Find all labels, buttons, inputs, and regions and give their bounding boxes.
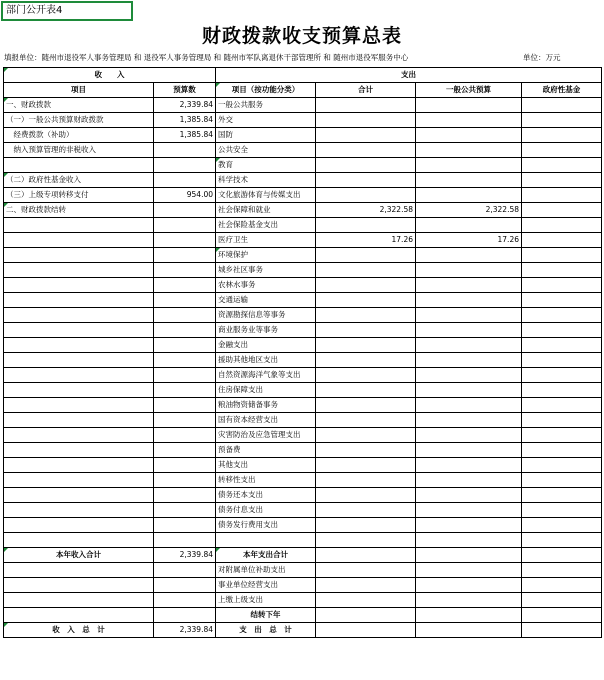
- expense-item-cell[interactable]: 城乡社区事务: [216, 263, 316, 278]
- totals-expense-general-cell[interactable]: [416, 563, 522, 578]
- income-amount-cell[interactable]: 954.00: [154, 188, 216, 203]
- table-row: [4, 278, 602, 293]
- table-row: [4, 263, 602, 278]
- table-row: [4, 428, 602, 443]
- expense-general-cell[interactable]: [416, 173, 522, 188]
- expense-fund-cell[interactable]: [522, 323, 602, 338]
- expense-general-cell[interactable]: [416, 473, 522, 488]
- expense-item-cell[interactable]: 教育: [216, 158, 316, 173]
- table-row: [4, 143, 602, 158]
- expense-fund-cell[interactable]: [522, 98, 602, 113]
- table-row: [4, 398, 602, 413]
- expense-item-cell[interactable]: 债务付息支出: [216, 503, 316, 518]
- table-row: [4, 473, 602, 488]
- expense-total-cell[interactable]: [316, 473, 416, 488]
- totals-expense-label-cell[interactable]: 本年支出合计: [216, 548, 316, 563]
- expense-fund-cell[interactable]: [522, 443, 602, 458]
- expense-general-cell[interactable]: [416, 293, 522, 308]
- table-row: [4, 248, 602, 263]
- expense-item-cell[interactable]: 环境保护: [216, 248, 316, 263]
- table-row: [4, 413, 602, 428]
- totals-income-value-cell[interactable]: [154, 578, 216, 593]
- table-row: [4, 218, 602, 233]
- expense-fund-cell[interactable]: [522, 293, 602, 308]
- col-item-header[interactable]: 项目: [4, 83, 154, 98]
- expense-fund-cell[interactable]: [522, 203, 602, 218]
- expense-general-cell[interactable]: [416, 218, 522, 233]
- income-item-cell[interactable]: [4, 323, 154, 338]
- expense-item-cell[interactable]: 交通运输: [216, 293, 316, 308]
- totals-expense-total-cell[interactable]: [316, 593, 416, 608]
- expense-general-cell[interactable]: [416, 368, 522, 383]
- table-row: [4, 113, 602, 128]
- expense-fund-cell[interactable]: [522, 113, 602, 128]
- expense-general-cell[interactable]: [416, 398, 522, 413]
- income-amount-cell[interactable]: [154, 143, 216, 158]
- income-amount-cell[interactable]: [154, 173, 216, 188]
- expense-total-cell[interactable]: [316, 98, 416, 113]
- income-item-cell[interactable]: （二）政府性基金收入: [4, 173, 154, 188]
- income-item-cell[interactable]: [4, 233, 154, 248]
- unit-label: 单位：万元: [523, 53, 561, 62]
- totals-income-value-cell[interactable]: [154, 608, 216, 623]
- totals-expense-total-cell[interactable]: [316, 548, 416, 563]
- expense-fund-cell[interactable]: [522, 263, 602, 278]
- totals-expense-general-cell[interactable]: [416, 593, 522, 608]
- table-row: [4, 308, 602, 323]
- expense-general-cell[interactable]: [416, 308, 522, 323]
- expense-general-cell[interactable]: [416, 533, 522, 548]
- col-general-header[interactable]: 一般公共预算: [416, 83, 522, 98]
- totals-income-value-cell[interactable]: [154, 563, 216, 578]
- totals-expense-general-cell[interactable]: [416, 578, 522, 593]
- expense-item-cell[interactable]: 社会保障和就业: [216, 203, 316, 218]
- expense-general-cell[interactable]: 2,322.58: [416, 203, 522, 218]
- income-amount-cell[interactable]: [154, 368, 216, 383]
- header-row-1: [4, 68, 602, 83]
- expense-total-cell[interactable]: [316, 398, 416, 413]
- income-item-cell[interactable]: [4, 368, 154, 383]
- income-item-cell[interactable]: [4, 353, 154, 368]
- income-amount-cell[interactable]: [154, 413, 216, 428]
- income-amount-cell[interactable]: [154, 263, 216, 278]
- budget-table: [3, 67, 602, 638]
- totals-expense-label-cell[interactable]: 事业单位经营支出: [216, 578, 316, 593]
- table-row: [4, 203, 602, 218]
- expense-fund-cell[interactable]: [522, 368, 602, 383]
- income-item-cell[interactable]: [4, 488, 154, 503]
- expense-item-cell[interactable]: 科学技术: [216, 173, 316, 188]
- totals-row: [4, 593, 602, 608]
- filler-unit-text: 填报单位：随州市退役军人事务管理局 和 退役军人事务管理局 和 随州市军队离退休干部管理所 和 随州市退役军服务中心: [4, 53, 409, 62]
- expense-total-cell[interactable]: 2,322.58: [316, 203, 416, 218]
- expense-total-cell[interactable]: [316, 293, 416, 308]
- expense-item-cell[interactable]: 转移性支出: [216, 473, 316, 488]
- expense-general-cell[interactable]: [416, 518, 522, 533]
- expense-fund-cell[interactable]: [522, 308, 602, 323]
- expense-general-cell[interactable]: [416, 323, 522, 338]
- col-fund-header[interactable]: 政府性基金: [522, 83, 602, 98]
- income-item-cell[interactable]: [4, 443, 154, 458]
- expense-general-cell[interactable]: [416, 413, 522, 428]
- expense-item-cell[interactable]: 粮油物资储备事务: [216, 398, 316, 413]
- income-amount-cell[interactable]: [154, 533, 216, 548]
- income-item-cell[interactable]: [4, 413, 154, 428]
- totals-income-value-cell[interactable]: 2,339.84: [154, 623, 216, 638]
- income-item-cell[interactable]: [4, 518, 154, 533]
- expense-fund-cell[interactable]: [522, 503, 602, 518]
- expense-total-cell[interactable]: [316, 143, 416, 158]
- table-row: [4, 128, 602, 143]
- income-item-cell[interactable]: （一）一般公共预算财政拨款: [4, 113, 154, 128]
- expense-item-cell[interactable]: 自然资源海洋气象等支出: [216, 368, 316, 383]
- expense-item-cell[interactable]: 债务发行费用支出: [216, 518, 316, 533]
- income-item-cell[interactable]: [4, 428, 154, 443]
- income-amount-cell[interactable]: [154, 203, 216, 218]
- expense-total-cell[interactable]: [316, 173, 416, 188]
- income-item-cell[interactable]: [4, 383, 154, 398]
- totals-expense-fund-cell[interactable]: [522, 548, 602, 563]
- expense-total-cell[interactable]: [316, 443, 416, 458]
- totals-income-label-cell[interactable]: [4, 563, 154, 578]
- table-row: [4, 488, 602, 503]
- expense-total-cell[interactable]: [316, 518, 416, 533]
- expense-item-cell[interactable]: 外交: [216, 113, 316, 128]
- expense-item-cell[interactable]: 公共安全: [216, 143, 316, 158]
- table-row: [4, 98, 602, 113]
- expense-fund-cell[interactable]: [522, 473, 602, 488]
- expense-total-cell[interactable]: [316, 278, 416, 293]
- expense-general-cell[interactable]: [416, 98, 522, 113]
- expense-item-cell[interactable]: 住房保障支出: [216, 383, 316, 398]
- expense-item-cell[interactable]: 医疗卫生: [216, 233, 316, 248]
- page-title: 财政拨款收支预算总表: [201, 25, 402, 47]
- expense-fund-cell[interactable]: [522, 233, 602, 248]
- income-amount-cell[interactable]: [154, 233, 216, 248]
- income-amount-cell[interactable]: [154, 293, 216, 308]
- expense-fund-cell[interactable]: [522, 143, 602, 158]
- income-item-cell[interactable]: [4, 338, 154, 353]
- expense-total-cell[interactable]: 17.26: [316, 233, 416, 248]
- expense-fund-cell[interactable]: [522, 428, 602, 443]
- expense-fund-cell[interactable]: [522, 488, 602, 503]
- col-total-header[interactable]: 合计: [316, 83, 416, 98]
- expense-general-cell[interactable]: [416, 263, 522, 278]
- income-item-cell[interactable]: [4, 158, 154, 173]
- expense-general-cell[interactable]: [416, 248, 522, 263]
- expense-total-cell[interactable]: [316, 533, 416, 548]
- col-func-item-header[interactable]: 项目（按功能分类）: [216, 83, 316, 98]
- table-row: [4, 383, 602, 398]
- expense-item-cell[interactable]: 资源勘探信息等事务: [216, 308, 316, 323]
- expense-fund-cell[interactable]: [522, 188, 602, 203]
- income-amount-cell[interactable]: [154, 428, 216, 443]
- income-amount-cell[interactable]: [154, 248, 216, 263]
- totals-row: [4, 623, 602, 638]
- income-amount-cell[interactable]: [154, 353, 216, 368]
- expense-fund-cell[interactable]: [522, 173, 602, 188]
- expense-total-cell[interactable]: [316, 308, 416, 323]
- income-item-cell[interactable]: 经费拨款（补助）: [4, 128, 154, 143]
- expense-total-cell[interactable]: [316, 368, 416, 383]
- income-amount-cell[interactable]: 2,339.84: [154, 98, 216, 113]
- income-amount-cell[interactable]: [154, 278, 216, 293]
- totals-expense-label-cell[interactable]: 结转下年: [216, 608, 316, 623]
- income-item-cell[interactable]: [4, 248, 154, 263]
- totals-income-label-cell[interactable]: [4, 593, 154, 608]
- totals-expense-total-cell[interactable]: [316, 623, 416, 638]
- totals-expense-general-cell[interactable]: [416, 548, 522, 563]
- income-item-cell[interactable]: （三）上级专项转移支付: [4, 188, 154, 203]
- totals-expense-fund-cell[interactable]: [522, 608, 602, 623]
- income-item-cell[interactable]: [4, 503, 154, 518]
- totals-income-label-cell[interactable]: [4, 578, 154, 593]
- totals-income-value-cell[interactable]: [154, 593, 216, 608]
- income-item-cell[interactable]: [4, 278, 154, 293]
- income-amount-cell[interactable]: [154, 503, 216, 518]
- expense-item-cell[interactable]: 债务还本支出: [216, 488, 316, 503]
- income-amount-cell[interactable]: [154, 488, 216, 503]
- table-row: [4, 158, 602, 173]
- expense-item-cell[interactable]: 农林水事务: [216, 278, 316, 293]
- expense-item-cell[interactable]: 文化旅游体育与传媒支出: [216, 188, 316, 203]
- income-item-cell[interactable]: [4, 473, 154, 488]
- table-row: [4, 188, 602, 203]
- expense-total-cell[interactable]: [316, 428, 416, 443]
- expense-total-cell[interactable]: [316, 413, 416, 428]
- expense-total-cell[interactable]: [316, 338, 416, 353]
- expense-general-cell[interactable]: [416, 338, 522, 353]
- expense-item-cell[interactable]: 商业服务业等事务: [216, 323, 316, 338]
- income-item-cell[interactable]: [4, 293, 154, 308]
- table-row: [4, 458, 602, 473]
- table-row: [4, 443, 602, 458]
- expense-general-cell[interactable]: [416, 128, 522, 143]
- filler-line: [4, 53, 602, 63]
- income-amount-cell[interactable]: [154, 383, 216, 398]
- totals-expense-fund-cell[interactable]: [522, 623, 602, 638]
- totals-income-value-cell[interactable]: 2,339.84: [154, 548, 216, 563]
- expense-total-cell[interactable]: [316, 488, 416, 503]
- table-row: [4, 533, 602, 548]
- income-item-cell[interactable]: 二、财政拨款结转: [4, 203, 154, 218]
- expense-fund-cell[interactable]: [522, 518, 602, 533]
- expense-total-cell[interactable]: [316, 263, 416, 278]
- totals-expense-fund-cell[interactable]: [522, 593, 602, 608]
- totals-expense-label-cell[interactable]: 支 出 总 计: [216, 623, 316, 638]
- income-item-cell[interactable]: 一、财政拨款: [4, 98, 154, 113]
- totals-row: [4, 608, 602, 623]
- totals-income-label-cell[interactable]: 收 入 总 计: [4, 623, 154, 638]
- expense-fund-cell[interactable]: [522, 353, 602, 368]
- expense-item-cell[interactable]: 灾害防治及应急管理支出: [216, 428, 316, 443]
- expense-item-cell[interactable]: 国有资本经营支出: [216, 413, 316, 428]
- expense-item-cell[interactable]: 社会保险基金支出: [216, 218, 316, 233]
- table-row: [4, 368, 602, 383]
- expense-general-cell[interactable]: [416, 278, 522, 293]
- expense-total-cell[interactable]: [316, 458, 416, 473]
- expense-item-cell[interactable]: 一般公共服务: [216, 98, 316, 113]
- totals-income-label-cell[interactable]: [4, 608, 154, 623]
- expense-general-cell[interactable]: [416, 383, 522, 398]
- expense-total-cell[interactable]: [316, 158, 416, 173]
- income-header[interactable]: 收 入: [4, 68, 216, 83]
- expense-fund-cell[interactable]: [522, 413, 602, 428]
- expense-total-cell[interactable]: [316, 188, 416, 203]
- totals-expense-fund-cell[interactable]: [522, 578, 602, 593]
- table-row: [4, 503, 602, 518]
- expense-fund-cell[interactable]: [522, 248, 602, 263]
- expense-header[interactable]: 支出: [216, 68, 602, 83]
- income-item-cell[interactable]: [4, 458, 154, 473]
- expense-total-cell[interactable]: [316, 323, 416, 338]
- expense-fund-cell[interactable]: [522, 398, 602, 413]
- expense-general-cell[interactable]: [416, 428, 522, 443]
- income-amount-cell[interactable]: 1,385.84: [154, 128, 216, 143]
- income-amount-cell[interactable]: [154, 518, 216, 533]
- table-row: [4, 338, 602, 353]
- expense-fund-cell[interactable]: [522, 128, 602, 143]
- income-item-cell[interactable]: [4, 263, 154, 278]
- expense-item-cell[interactable]: 国防: [216, 128, 316, 143]
- expense-item-cell[interactable]: 援助其他地区支出: [216, 353, 316, 368]
- table-row: [4, 323, 602, 338]
- income-amount-cell[interactable]: [154, 323, 216, 338]
- expense-total-cell[interactable]: [316, 383, 416, 398]
- totals-expense-total-cell[interactable]: [316, 608, 416, 623]
- table-row: [4, 233, 602, 248]
- expense-total-cell[interactable]: [316, 503, 416, 518]
- expense-total-cell[interactable]: [316, 353, 416, 368]
- income-amount-cell[interactable]: [154, 338, 216, 353]
- totals-expense-label-cell[interactable]: 对附属单位补助支出: [216, 563, 316, 578]
- expense-fund-cell[interactable]: [522, 218, 602, 233]
- income-item-cell[interactable]: [4, 398, 154, 413]
- expense-general-cell[interactable]: [416, 488, 522, 503]
- table-row: [4, 173, 602, 188]
- expense-fund-cell[interactable]: [522, 338, 602, 353]
- totals-row: [4, 548, 602, 563]
- income-item-cell[interactable]: [4, 533, 154, 548]
- expense-item-cell[interactable]: 预备费: [216, 443, 316, 458]
- selected-cell[interactable]: 部门公开表4: [1, 1, 133, 21]
- expense-general-cell[interactable]: [416, 188, 522, 203]
- income-item-cell[interactable]: 纳入预算管理的非税收入: [4, 143, 154, 158]
- expense-fund-cell[interactable]: [522, 383, 602, 398]
- income-amount-cell[interactable]: [154, 158, 216, 173]
- income-amount-cell[interactable]: [154, 443, 216, 458]
- totals-expense-total-cell[interactable]: [316, 563, 416, 578]
- expense-total-cell[interactable]: [316, 248, 416, 263]
- table-row: [4, 518, 602, 533]
- income-amount-cell[interactable]: [154, 308, 216, 323]
- totals-row: [4, 578, 602, 593]
- table-row: [4, 293, 602, 308]
- totals-expense-general-cell[interactable]: [416, 608, 522, 623]
- totals-expense-fund-cell[interactable]: [522, 563, 602, 578]
- income-amount-cell[interactable]: [154, 458, 216, 473]
- income-amount-cell[interactable]: 1,385.84: [154, 113, 216, 128]
- totals-expense-total-cell[interactable]: [316, 578, 416, 593]
- expense-item-cell[interactable]: [216, 533, 316, 548]
- expense-fund-cell[interactable]: [522, 458, 602, 473]
- expense-general-cell[interactable]: [416, 158, 522, 173]
- totals-expense-label-cell[interactable]: 上缴上级支出: [216, 593, 316, 608]
- expense-fund-cell[interactable]: [522, 278, 602, 293]
- expense-general-cell[interactable]: [416, 458, 522, 473]
- expense-total-cell[interactable]: [316, 218, 416, 233]
- income-item-cell[interactable]: [4, 218, 154, 233]
- expense-general-cell[interactable]: [416, 503, 522, 518]
- expense-general-cell[interactable]: 17.26: [416, 233, 522, 248]
- expense-total-cell[interactable]: [316, 128, 416, 143]
- income-amount-cell[interactable]: [154, 473, 216, 488]
- expense-total-cell[interactable]: [316, 113, 416, 128]
- col-budget-header[interactable]: 预算数: [154, 83, 216, 98]
- expense-fund-cell[interactable]: [522, 158, 602, 173]
- totals-row: [4, 563, 602, 578]
- expense-general-cell[interactable]: [416, 113, 522, 128]
- income-item-cell[interactable]: [4, 308, 154, 323]
- totals-expense-general-cell[interactable]: [416, 623, 522, 638]
- expense-item-cell[interactable]: 其他支出: [216, 458, 316, 473]
- expense-general-cell[interactable]: [416, 443, 522, 458]
- expense-general-cell[interactable]: [416, 143, 522, 158]
- table-body: [4, 68, 602, 638]
- expense-fund-cell[interactable]: [522, 533, 602, 548]
- income-amount-cell[interactable]: [154, 398, 216, 413]
- expense-item-cell[interactable]: 金融支出: [216, 338, 316, 353]
- income-amount-cell[interactable]: [154, 218, 216, 233]
- totals-income-label-cell[interactable]: 本年收入合计: [4, 548, 154, 563]
- header-row-2: [4, 83, 602, 98]
- expense-general-cell[interactable]: [416, 353, 522, 368]
- table-row: [4, 353, 602, 368]
